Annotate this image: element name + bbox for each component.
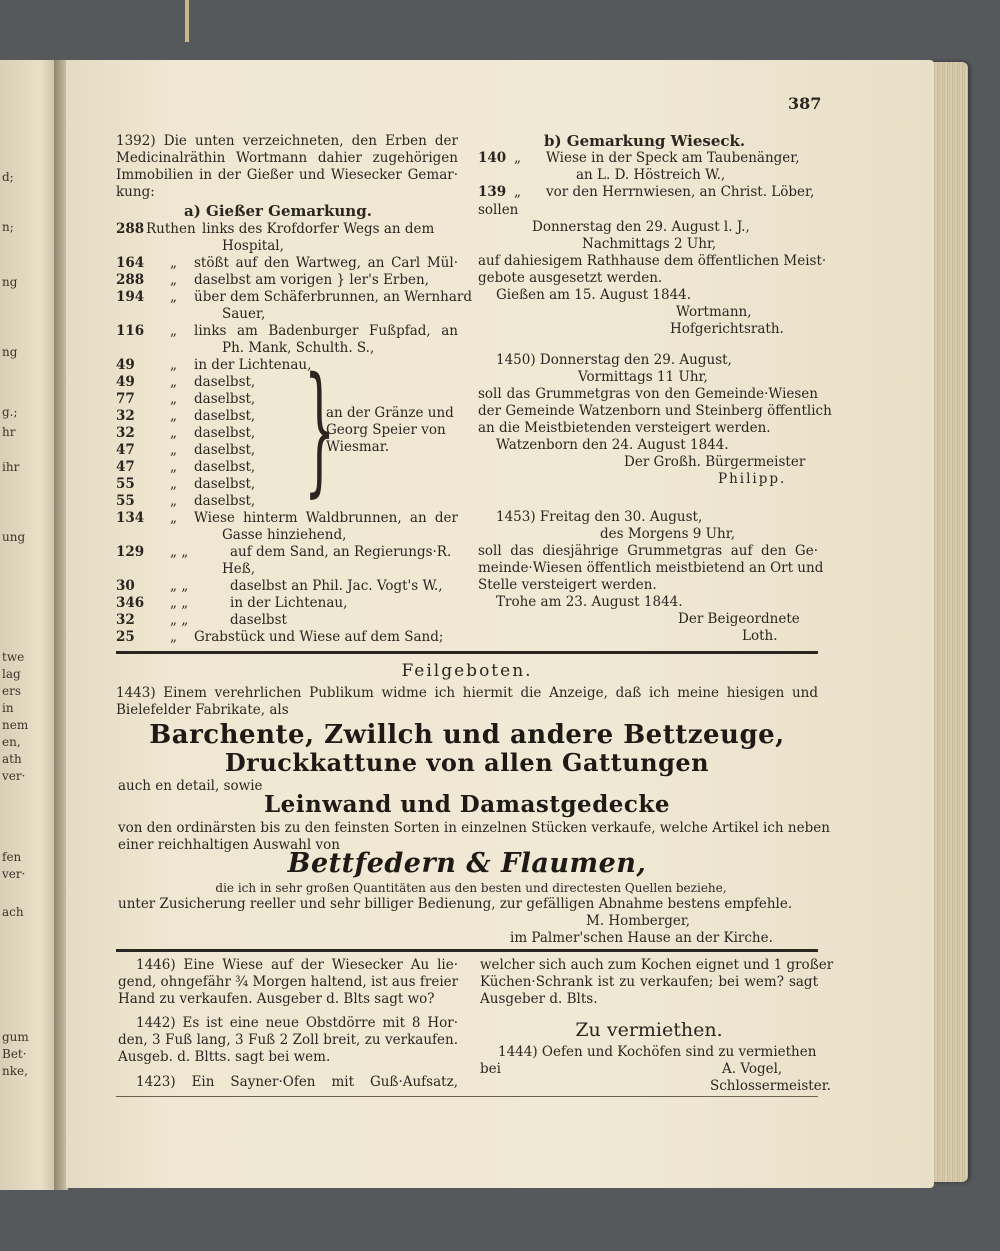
ad-1443-line: einer reichhaltigen Auswahl von (118, 837, 340, 853)
parcel-description: Gasse hinziehend, (222, 527, 347, 543)
left-page-fragment: twe (2, 650, 25, 664)
parcel-description: vor den Herrnwiesen, an Christ. Löber, (546, 184, 815, 200)
left-page-fragment: d; (2, 170, 14, 184)
parcel-description: daselbst, (194, 425, 256, 441)
left-page-fragment: nke, (2, 1064, 28, 1078)
left-page-fragment: hr (2, 425, 16, 439)
parcel-description: daselbst an Phil. Jac. Vogt's W., (230, 578, 443, 594)
parcel-description: daselbst, (194, 459, 256, 475)
ad-1392-intro-line: Medicinalräthin Wortmann dahier zugehörigen (116, 150, 458, 166)
ad-1392-intro-line: Immobilien in der Gießer und Wiesecker Gemar· (116, 167, 458, 183)
bookmark-ribbon (185, 0, 189, 42)
parcel-unit: „ „ (170, 612, 189, 628)
signature-title: Hofgerichtsrath. (670, 321, 784, 337)
signature-name: M. Homberger, (586, 913, 691, 929)
ad-1443-line: unter Zusicherung reeller und sehr billiger Bedienung, zur gefälligen Abnahme bestens empfehle. (118, 896, 793, 912)
brace-note-line: an der Gränze und (326, 405, 454, 421)
parcel-unit: „ (170, 391, 177, 407)
signature-name: Wortmann, (676, 304, 752, 320)
parcel-description: Ph. Mank, Schulth. S., (222, 340, 375, 356)
parcel-description: daselbst am vorigen } ler's Erben, (194, 272, 429, 288)
left-page-edge (0, 60, 58, 1190)
tail-line: sollen (478, 202, 519, 218)
ad-1442-line: Ausgeb. d. Bltts. sagt bei wem. (118, 1049, 331, 1065)
tail-line: auf dahiesigem Rathhause dem öffentlichen Meist· (478, 253, 827, 269)
left-page-fragment: en, (2, 735, 21, 749)
ad-1450-line: der Gemeinde Watzenborn und Steinberg öffentlich (478, 403, 832, 419)
page-stack-edges (928, 62, 968, 1182)
signature-name: Loth. (742, 628, 778, 644)
parcel-area: 77 (116, 391, 135, 407)
left-page-fragment: gum (2, 1030, 29, 1044)
ad-1423-line: Ausgeber d. Blts. (480, 991, 598, 1007)
parcel-area: 55 (116, 476, 135, 492)
left-page-fragment: n; (2, 220, 14, 234)
section-divider (116, 949, 818, 952)
ad-1392-intro-line: kung: (116, 184, 155, 200)
left-page-fragment: ng (2, 345, 18, 359)
parcel-unit: „ „ (170, 595, 189, 611)
parcel-unit: „ (170, 272, 177, 288)
left-page-fragment: nem (2, 718, 29, 732)
signature-title: Der Beigeordnete (678, 611, 800, 627)
parcel-unit: „ (170, 425, 177, 441)
parcel-unit: „ (170, 629, 177, 645)
ad-1444-line: 1444) Oefen und Kochöfen sind zu vermiethen (498, 1044, 817, 1060)
parcel-unit: „ (170, 510, 177, 526)
parcel-area: 288 (116, 221, 145, 237)
signature-address: im Palmer'schen Hause an der Kirche. (510, 930, 773, 946)
parcel-area: 134 (116, 510, 145, 526)
product-headline: Barchente, Zwillch und andere Bettzeuge, (149, 720, 785, 750)
parcel-unit: „ (514, 150, 521, 166)
parcel-unit: „ (170, 323, 177, 339)
page (66, 60, 934, 1188)
parcel-area: 32 (116, 425, 135, 441)
ad-1453-line: meinde·Wiesen öffentlich meistbietend an Ort und (478, 560, 824, 576)
ad-1423-line: Küchen·Schrank ist zu verkaufen; bei wem? sagt (480, 974, 818, 990)
parcel-description: daselbst, (194, 391, 256, 407)
ad-1446-line: gend, ohngefähr ¾ Morgen haltend, ist aus freier (118, 974, 459, 990)
left-page-fragment: ers (2, 684, 21, 698)
ad-1446-line: 1446) Eine Wiese auf der Wiesecker Au lie· (136, 957, 458, 973)
parcel-description: auf dem Sand, an Regierungs·R. (230, 544, 452, 560)
parcel-unit: „ (170, 493, 177, 509)
parcel-area: 116 (116, 323, 145, 339)
ad-1443-line: von den ordinärsten bis zu den feinsten Sorten in einzelnen Stücken verkaufe, welche Artikel ich neben (118, 820, 830, 836)
ad-1443-line: Bielefelder Fabrikate, als (116, 702, 289, 718)
parcel-description: links am Badenburger Fußpfad, an (194, 323, 458, 339)
parcel-area: 194 (116, 289, 145, 305)
product-headline: Bettfedern & Flaumen, (287, 848, 647, 879)
ad-1450-line: soll das Grummetgras von den Gemeinde·Wiesen (478, 386, 818, 402)
parcel-description: stößt auf den Wartweg, an Carl Mül· (194, 255, 458, 271)
heading-giesser-gemarkung: a) Gießer Gemarkung. (184, 202, 372, 220)
ad-1450-line: Vormittags 11 Uhr, (578, 369, 708, 385)
parcel-description: über dem Schäferbrunnen, an Wernhard (194, 289, 473, 305)
left-page-fragment: ach (2, 905, 24, 919)
parcel-description: Heß, (222, 561, 256, 577)
left-page-fragment: ver· (2, 769, 26, 783)
ad-1453-line: 1453) Freitag den 30. August, (496, 509, 703, 525)
ad-1423-line: welcher sich auch zum Kochen eignet und 1 großer (480, 957, 834, 973)
parcel-unit: Ruthen (146, 221, 196, 237)
parcel-area: 288 (116, 272, 145, 288)
parcel-description: daselbst, (194, 374, 256, 390)
product-headline: Leinwand und Damastgedecke (264, 791, 670, 818)
page-number: 387 (788, 94, 822, 113)
parcel-area: 25 (116, 629, 135, 645)
left-page-fragment: Bet· (2, 1047, 27, 1061)
parcel-area: 140 (478, 150, 507, 166)
ad-1442-line: den, 3 Fuß lang, 3 Fuß 2 Zoll breit, zu verkaufen. (118, 1032, 458, 1048)
parcel-area: 346 (116, 595, 145, 611)
ad-1453-line: soll das diesjährige Grummetgras auf den Ge· (478, 543, 818, 559)
parcel-description: daselbst, (194, 408, 256, 424)
parcel-area: 164 (116, 255, 145, 271)
left-page-fragment: ihr (2, 460, 20, 474)
parcel-description: daselbst (230, 612, 287, 628)
left-page-fragment: g.; (2, 405, 18, 419)
ad-1423-line: 1423) Ein Sayner·Ofen mit Guß·Aufsatz, (136, 1074, 458, 1090)
ad-1450-line: an die Meistbietenden versteigert werden. (478, 420, 771, 436)
parcel-area: 32 (116, 408, 135, 424)
parcel-area: 139 (478, 184, 507, 200)
parcel-unit: „ (170, 459, 177, 475)
signature-name: Philipp. (718, 471, 787, 487)
ad-1392-intro-line: 1392) Die unten verzeichneten, den Erben der (116, 133, 458, 149)
signature-name: A. Vogel, (722, 1061, 783, 1077)
parcel-description: Grabstück und Wiese auf dem Sand; (194, 629, 444, 645)
left-page-fragment: in (2, 701, 14, 715)
ad-1453-line: Trohe am 23. August 1844. (496, 594, 683, 610)
parcel-area: 55 (116, 493, 135, 509)
parcel-unit: „ „ (170, 578, 189, 594)
parcel-unit: „ (170, 442, 177, 458)
parcel-area: 47 (116, 442, 135, 458)
tail-line: gebote ausgesetzt werden. (478, 270, 663, 286)
tail-line: Gießen am 15. August 1844. (496, 287, 692, 303)
parcel-unit: „ (170, 408, 177, 424)
section-divider (116, 651, 818, 654)
bottom-rule (116, 1096, 818, 1097)
parcel-description: Sauer, (222, 306, 266, 322)
ad-1446-line: Hand zu verkaufen. Ausgeber d. Blts sagt wo? (118, 991, 435, 1007)
parcel-unit: „ (170, 357, 177, 373)
ad-1450-line: 1450) Donnerstag den 29. August, (496, 352, 732, 368)
ad-1453-line: Stelle versteigert werden. (478, 577, 657, 593)
ad-1443-line: 1443) Einem verehrlichen Publikum widme ich hiermit die Anzeige, daß ich meine hiesigen und (116, 685, 818, 701)
parcel-description: Wiese hinterm Waldbrunnen, an der (194, 510, 458, 526)
parcel-unit: „ (170, 255, 177, 271)
brace-note-line: Georg Speier von (326, 422, 446, 438)
left-page-fragment: lag (2, 667, 21, 681)
parcel-description: in der Lichtenau, (230, 595, 348, 611)
parcel-description: daselbst, (194, 442, 256, 458)
ad-1442-line: 1442) Es ist eine neue Obstdörre mit 8 Hor· (136, 1015, 458, 1031)
parcel-unit: „ (514, 184, 521, 200)
heading-gemarkung-wieseck: b) Gemarkung Wieseck. (544, 132, 746, 150)
left-page-fragment: ver· (2, 867, 26, 881)
ad-1443-line: die ich in sehr großen Quantitäten aus den besten und directesten Quellen beziehe, (215, 881, 727, 895)
section-heading: Feilgeboten. (401, 661, 533, 681)
signature-title: Der Großh. Bürgermeister (624, 454, 806, 470)
left-page-fragment: ath (2, 752, 22, 766)
parcel-description: daselbst, (194, 476, 256, 492)
ad-1444-line: bei (480, 1061, 501, 1077)
parcel-unit: „ (170, 289, 177, 305)
tail-line: Nachmittags 2 Uhr, (582, 236, 717, 252)
parcel-description: in der Lichtenau, (194, 357, 312, 373)
parcel-area: 47 (116, 459, 135, 475)
ad-1450-line: Watzenborn den 24. August 1844. (496, 437, 729, 453)
parcel-description: links des Krofdorfer Wegs an dem (202, 221, 435, 237)
product-headline: Druckkattune von allen Gattungen (224, 748, 710, 777)
brace-glyph: } (304, 348, 336, 511)
parcel-unit: „ (170, 476, 177, 492)
parcel-area: 32 (116, 612, 135, 628)
parcel-area: 129 (116, 544, 145, 560)
parcel-description: Hospital, (222, 238, 284, 254)
left-page-fragment: fen (2, 850, 22, 864)
left-page-fragment: ng (2, 275, 18, 289)
left-page-fragment: ung (2, 530, 26, 544)
parcel-area: 49 (116, 357, 135, 373)
parcel-area: 49 (116, 374, 135, 390)
signature-title: Schlossermeister. (710, 1078, 831, 1094)
parcel-unit: „ (170, 374, 177, 390)
parcel-description: Wiese in der Speck am Taubenänger, (546, 150, 800, 166)
section-heading: Zu vermiethen. (575, 1019, 723, 1041)
parcel-area: 30 (116, 578, 135, 594)
parcel-unit: „ „ (170, 544, 189, 560)
parcel-description: an L. D. Höstreich W., (576, 167, 726, 183)
ad-1443-line: auch en detail, sowie (118, 778, 263, 794)
brace-note-line: Wiesmar. (326, 439, 389, 455)
tail-line: Donnerstag den 29. August l. J., (532, 219, 750, 235)
parcel-description: daselbst, (194, 493, 256, 509)
ad-1453-line: des Morgens 9 Uhr, (600, 526, 736, 542)
